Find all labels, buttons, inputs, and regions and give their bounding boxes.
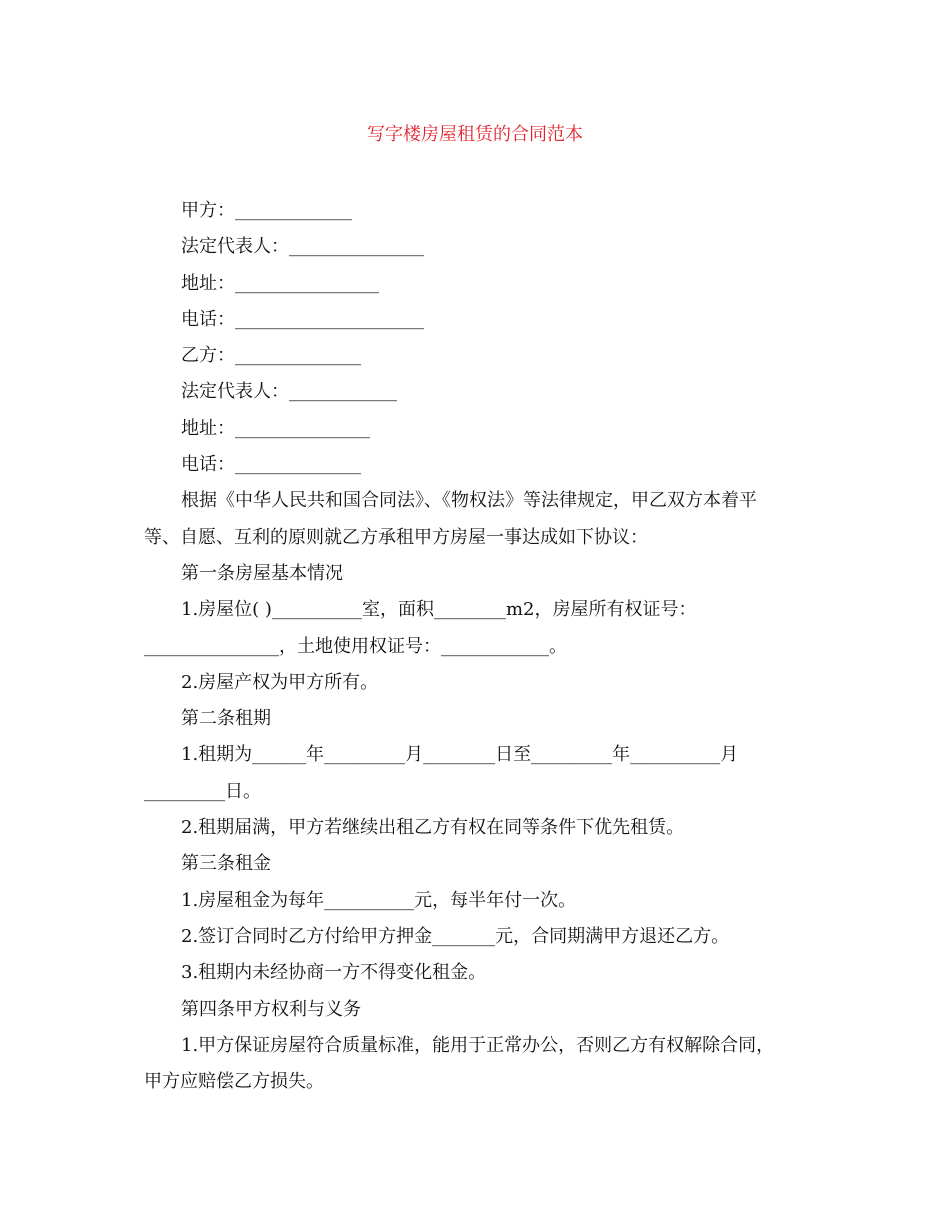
body-line: 乙方：______________ [181,345,361,367]
body-line: 等、自愿、互利的原则就乙方承租甲方房屋一事达成如下协议： [144,526,648,548]
body-line: 第二条租期 [181,708,271,730]
body-line: 甲方应赔偿乙方损失。 [144,1071,324,1093]
body-line: 1.房屋位( )__________室，面积________m2，房屋所有权证号： [181,599,697,621]
body-line: 电话：______________ [181,454,361,476]
body-line: 3.租期内未经协商一方不得变化租金。 [181,962,487,984]
document-body [144,193,806,1100]
body-line: 第一条房屋基本情况 [181,562,343,584]
body-line: 2.签订合同时乙方付给甲方押金_______元，合同期满甲方退还乙方。 [181,925,730,947]
body-line: 法定代表人：____________ [181,381,397,403]
body-line: 第四条甲方权利与义务 [181,998,361,1020]
body-line: 根据《中华人民共和国合同法》、《物权法》等法律规定，甲乙双方本着平 [181,490,757,512]
body-line: 电话：_____________________ [181,308,424,330]
body-line: 第三条租金 [181,853,271,875]
body-line: 1.甲方保证房屋符合质量标准，能用于正常办公，否则乙方有权解除合同， [181,1034,775,1056]
document-title: 写字楼房屋租赁的合同范本 [367,124,583,145]
body-line: 法定代表人：_______________ [181,236,424,258]
body-line: 2.房屋产权为甲方所有。 [181,671,379,693]
body-line: 地址：_______________ [181,417,370,439]
body-line: 1.房屋租金为每年__________元，每半年付一次。 [181,889,577,911]
body-line: 地址：________________ [181,272,379,294]
body-line: 2.租期届满，甲方若继续出租乙方有权在同等条件下优先租赁。 [181,817,685,839]
body-line: 甲方：_____________ [181,200,352,221]
body-line: _______________，土地使用权证号：____________。 [144,635,567,657]
body-line: 1.租期为______年_________月________日至_________年__________月 [181,744,739,766]
body-line: _________日。 [144,780,261,802]
